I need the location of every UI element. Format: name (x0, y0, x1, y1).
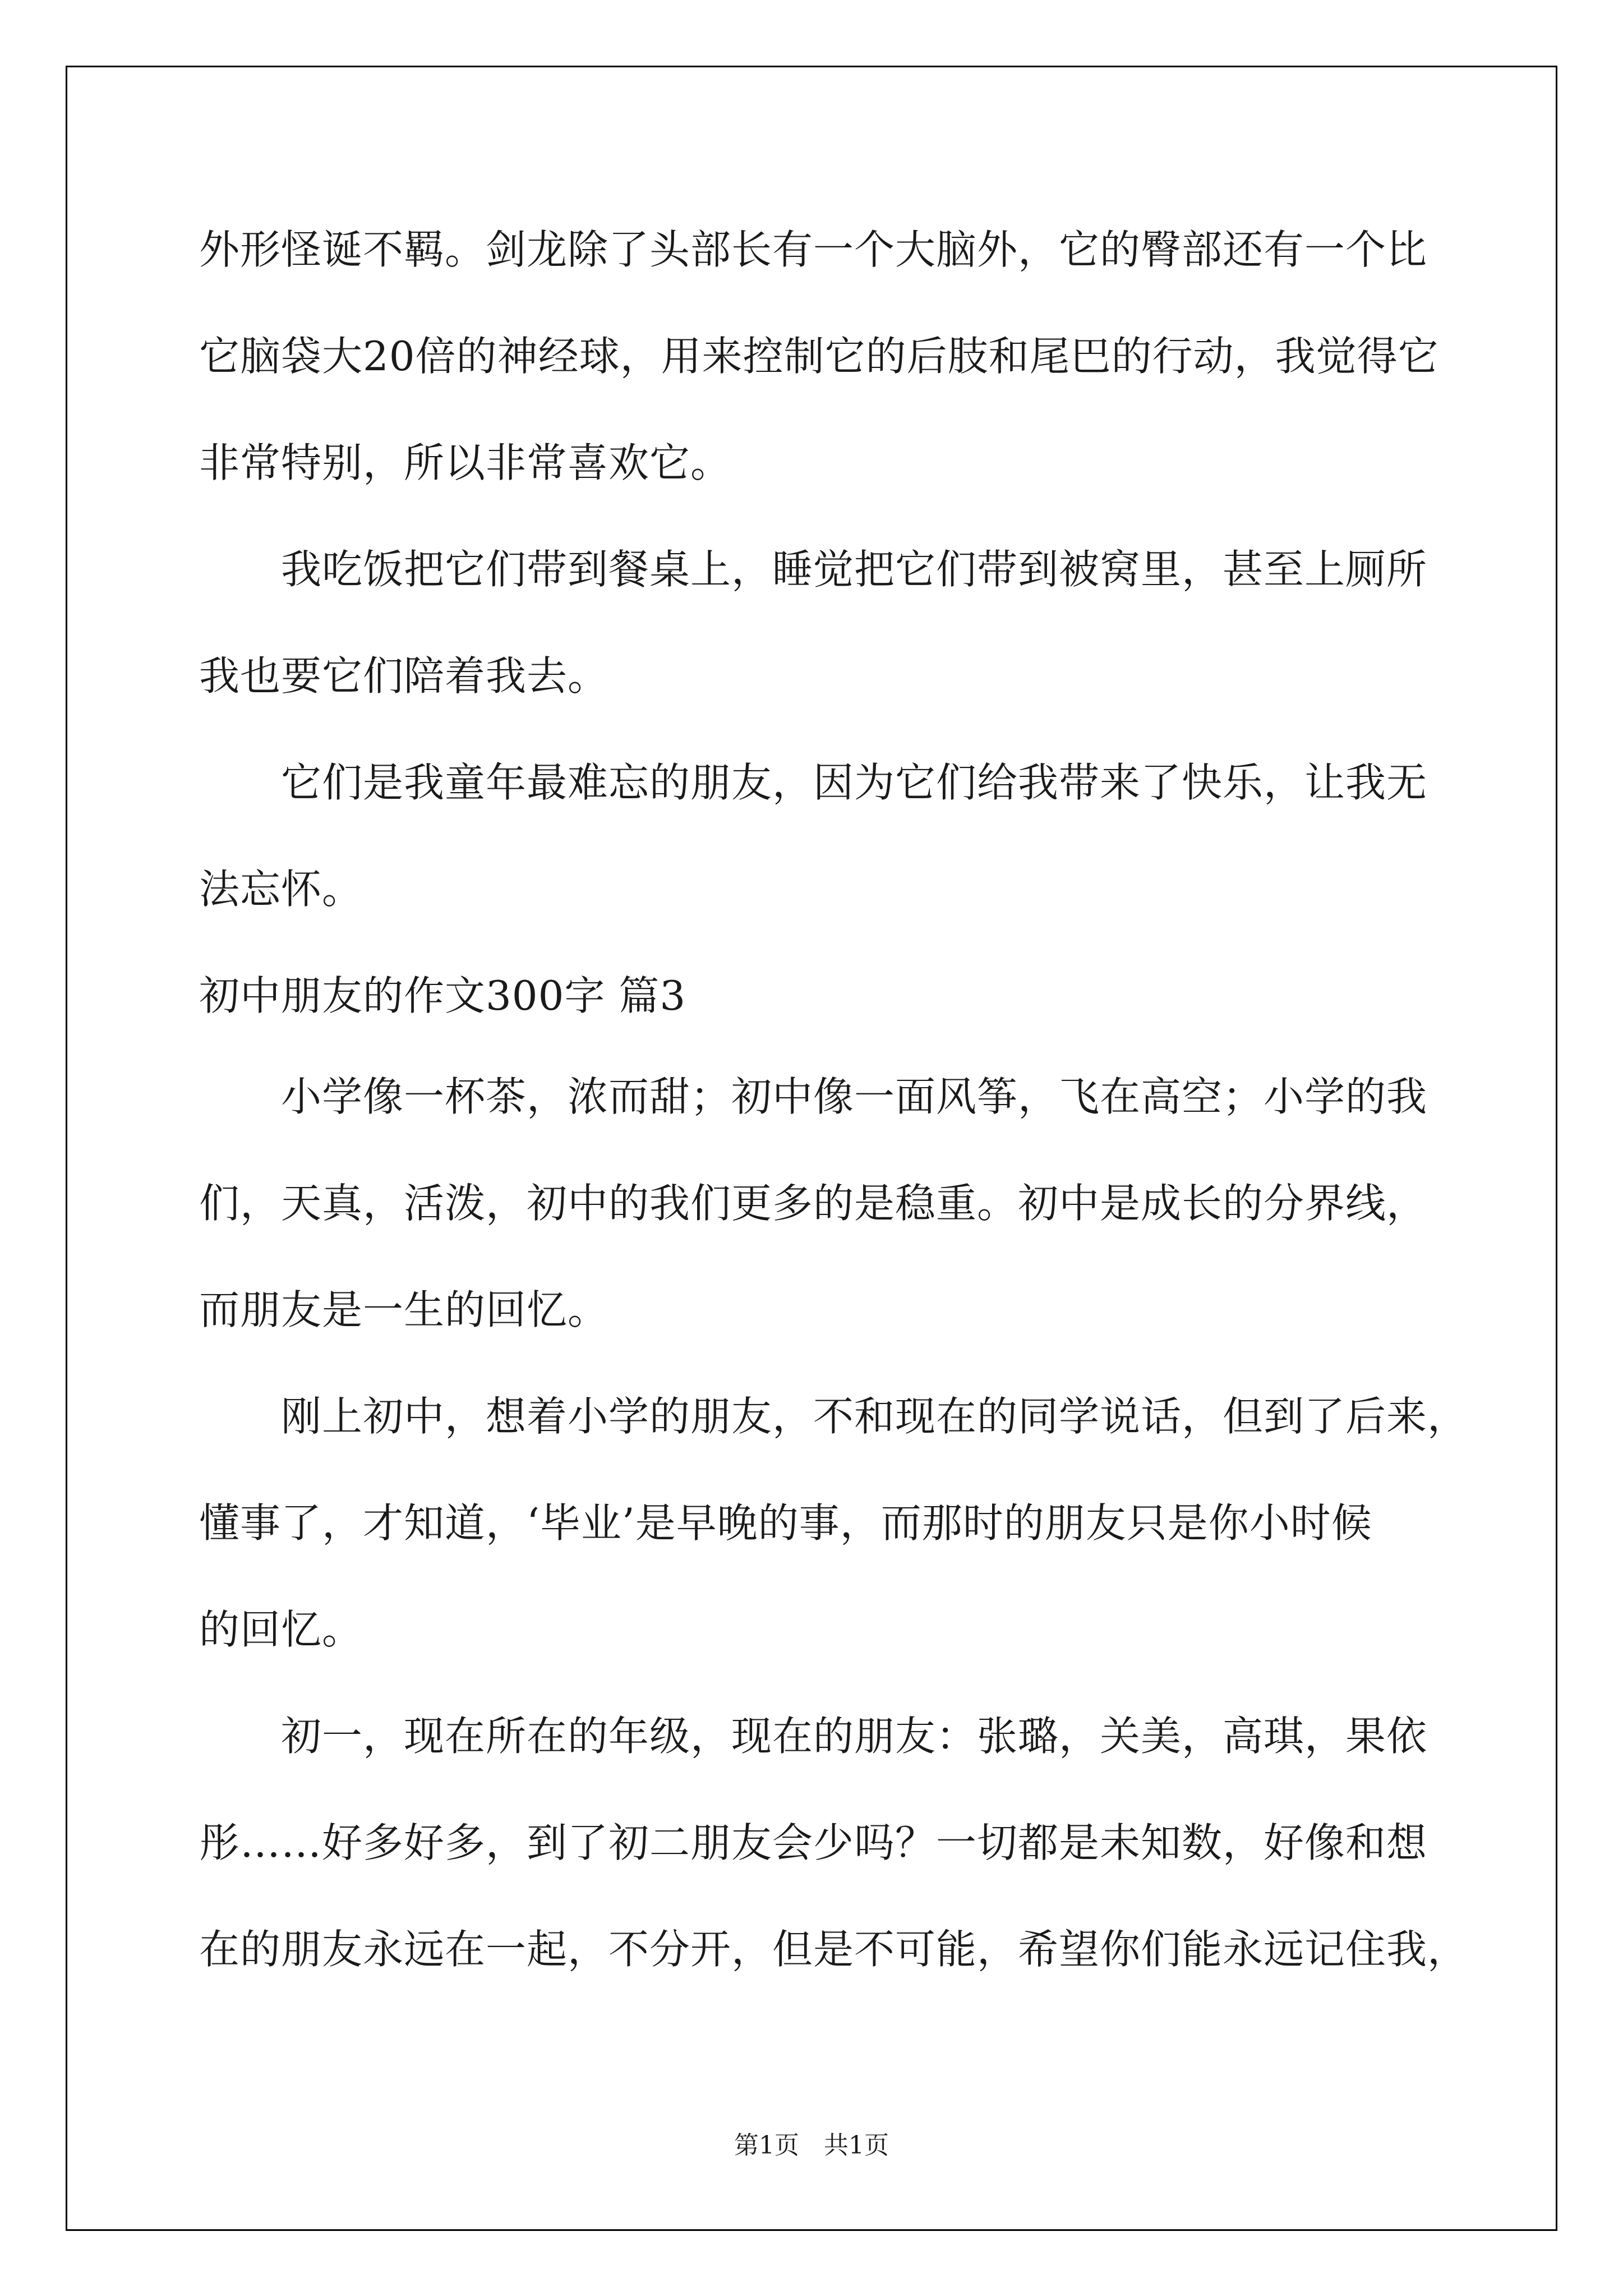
text-line: 刚上初中，想着小学的朋友，不和现在的同学说话，但到了后来， (199, 1393, 1469, 1440)
text-line: 它脑袋大20倍的神经球，用来控制它的后肢和尾巴的行动，我觉得它 (199, 333, 1439, 380)
text-line: 外形怪诞不羁。剑龙除了头部长有一个大脑外，它的臀部还有一个比 (199, 226, 1428, 273)
section-heading: 初中朋友的作文300字 篇3 (199, 972, 686, 1019)
text-line: 法忘怀。 (199, 866, 363, 913)
text-line: 初一，现在所在的年级，现在的朋友：张璐，关美，高琪，果依 (199, 1713, 1428, 1760)
text-line: 小学像一杯茶，浓而甜；初中像一面风筝，飞在高空；小学的我 (199, 1073, 1428, 1120)
text-line: 彤……好多好多，到了初二朋友会少吗？一切都是未知数，好像和想 (199, 1819, 1428, 1866)
page-number: 第1页 共1页 (734, 2131, 889, 2160)
text-line: 懂事了，才知道，‘毕业’是早晚的事，而那时的朋友只是你小时候 (199, 1499, 1372, 1547)
text-line: 在的朋友永远在一起，不分开，但是不可能，希望你们能永远记住我， (199, 1926, 1469, 1973)
text-line: 我吃饭把它们带到餐桌上，睡觉把它们带到被窝里，甚至上厕所 (199, 546, 1428, 593)
text-line: 的回忆。 (199, 1606, 363, 1653)
text-line: 我也要它们陪着我去。 (199, 652, 609, 700)
document-body (199, 216, 1469, 2022)
text-line: 非常特别，所以非常喜欢它。 (199, 439, 732, 486)
text-line: 而朋友是一生的回忆。 (199, 1286, 609, 1333)
text-line: 它们是我童年最难忘的朋友，因为它们给我带来了快乐，让我无 (199, 759, 1428, 806)
text-line: 们，天真，活泼，初中的我们更多的是稳重。初中是成长的分界线， (199, 1180, 1428, 1227)
